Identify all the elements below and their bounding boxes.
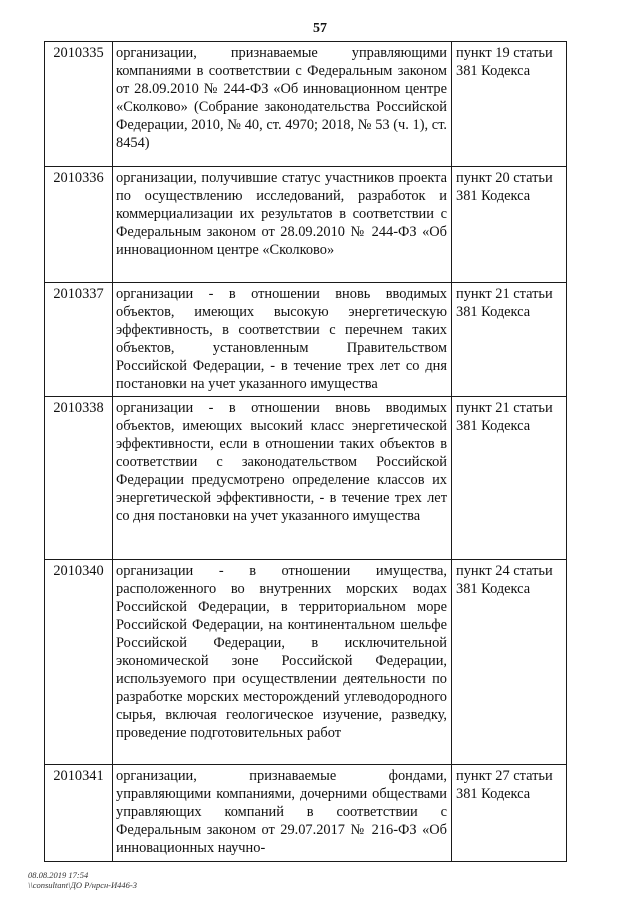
table-row [45,167,567,283]
reference-line: пункт 19 статьи [456,45,553,61]
row-reference [452,42,567,167]
reference-line: пункт 21 статьи [456,400,553,417]
row-description: организации - в отношении вновь вводимых объектов, имеющих высокий класс энергетической эффективности, если в отношении таких объектов в соответствии с законодательством Российской Федерации предусмотрено определение классов их энергетической эффективности, - в течение трех лет со дня постановки на учет указанного имущества [113,397,452,560]
row-reference [452,397,567,560]
row-reference [452,765,567,862]
footer-timestamp: 08.08.2019 17:54 [28,870,89,880]
reference-line: 381 Кодекса [456,62,531,79]
reference-line: 381 Кодекса [456,418,531,435]
row-description: организации, получившие статус участников проекта по осуществлению исследований, разработок и коммерциализации их результатов в соответствии с Федеральным законом от 28.09.2010 № 244-ФЗ «Об инновационном центре «Сколково» [113,167,452,283]
row-code: 2010340 [45,560,113,765]
row-reference [452,283,567,397]
row-code: 2010336 [45,167,113,283]
row-description: организации - в отношении имущества, расположенного во внутренних морских водах Российской Федерации, в территориальном море Российской Федерации, на континентальном шельфе Российской Федерации, в исключительной экономической зоне Российской Федерации, используемого при осуществлении деятельности по разработке морских месторождений углеводородного сырья, включая геологическое изучение, разведку, проведение подготовительных работ [113,560,452,765]
reference-line: пункт 24 статьи [456,563,553,580]
row-reference [452,167,567,283]
row-reference [452,560,567,765]
row-description: организации, признаваемые управляющими компаниями в соответствии с Федеральным законом от 28.09.2010 № 244-ФЗ «Об инновационном центре «Сколково» (Собрание законодательства Российской Федерации, 2010, № 40, ст. 4970; 2018, № 53 (ч. 1), ст. 8454) [113,42,452,167]
document-footer [28,871,137,890]
table-row [45,560,567,765]
reference-line: пункт 21 статьи [456,286,553,302]
row-code: 2010335 [45,42,113,167]
tax-benefit-table [44,41,567,862]
table-row [45,283,567,397]
reference-line: 381 Кодекса [456,303,531,320]
row-code: 2010337 [45,283,113,397]
row-description: организации, признаваемые фондами, управляющими компаниями, дочерними обществами управляющих компаний в соответствии с Федеральным законом от 29.07.2017 № 216-ФЗ «Об инновационных научно- [113,765,452,862]
reference-line: 381 Кодекса [456,187,531,204]
table-row [45,765,567,862]
page-number: 57 [313,21,327,36]
row-code: 2010341 [45,765,113,862]
footer-file-path: \\consultant\ДО Р/нрсн-И446-3 [28,879,137,890]
table-row [45,42,567,167]
row-description: организации - в отношении вновь вводимых объектов, имеющих высокую энергетическую эффективность, в соответствии с перечнем таких объектов, установленным Правительством Российской Федерации, - в течение трех лет со дня постановки на учет указанного имущества [113,283,452,397]
reference-line: пункт 27 статьи [456,768,553,785]
reference-line: 381 Кодекса [456,581,531,598]
reference-line: пункт 20 статьи [456,170,553,186]
reference-line: 381 Кодекса [456,786,531,803]
table-row [45,397,567,560]
row-code: 2010338 [45,397,113,560]
